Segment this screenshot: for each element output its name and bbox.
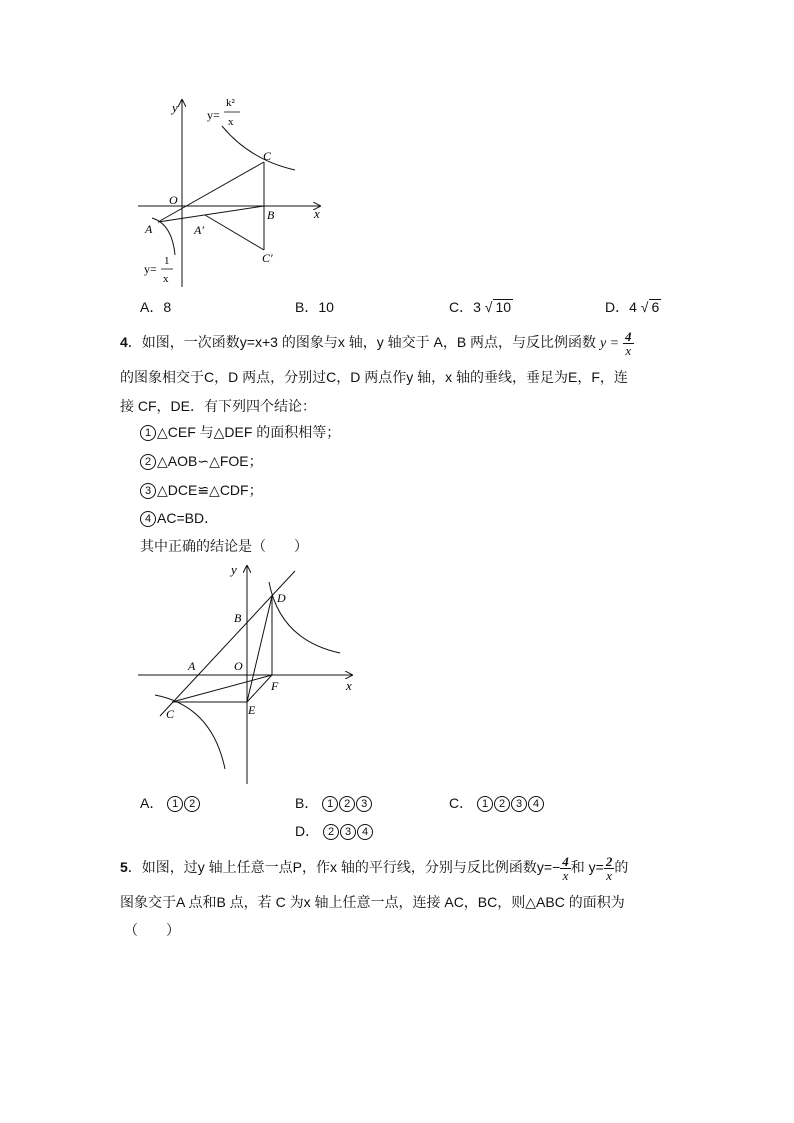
label-C: C <box>166 707 175 721</box>
circled-number: 1 <box>167 796 183 812</box>
curve-top-num: k² <box>226 97 235 109</box>
q4-conclusion-1 <box>140 423 340 441</box>
circled-number: 1 <box>140 425 156 441</box>
option-prefix: D． <box>295 823 320 839</box>
q5-f2-den: x <box>606 868 612 883</box>
q4-conclusion-2 <box>140 452 263 470</box>
segment-CF <box>172 675 272 702</box>
q4-line1-text: ．如图，一次函数y=x+3 的图象与x 轴，y 轴交于 A，B 两点，与反比例函数 <box>127 334 597 351</box>
circled-number: 2 <box>140 454 156 470</box>
conclusion-text: △CEF 与△DEF 的面积相等； <box>157 424 341 440</box>
q4-option-d[interactable] <box>295 821 374 841</box>
q5-line-1 <box>120 855 628 882</box>
q3-option-d[interactable] <box>605 297 661 317</box>
segment-EF <box>247 675 272 702</box>
curve-1-over-x <box>152 218 175 255</box>
segment-AB <box>158 206 264 222</box>
label-A: A <box>145 222 153 236</box>
curve-bottom-prefix: y= <box>144 262 157 276</box>
sqrt-symbol: √ <box>640 299 649 315</box>
label-O: O <box>234 659 243 673</box>
option-prefix: C． <box>449 795 474 811</box>
segment-DE <box>247 596 272 702</box>
q4-func-prefix: y = <box>599 336 620 352</box>
label-E: E <box>248 703 256 717</box>
circled-number: 2 <box>339 796 355 812</box>
y-axis-label: y <box>172 100 178 115</box>
q3-option-b-text: B．10 <box>295 299 334 315</box>
circled-number: 1 <box>477 796 493 812</box>
q4-conclusion-4 <box>140 509 218 527</box>
label-B: B <box>234 611 242 625</box>
q4-func-den: x <box>625 343 632 358</box>
label-O: O <box>169 193 178 207</box>
q4-option-c[interactable] <box>449 793 545 813</box>
q5-line-3: （ ） <box>124 922 180 938</box>
label-C-prime: C′ <box>262 251 273 265</box>
q5-number: 5 <box>120 859 128 876</box>
label-A-prime: A′ <box>194 223 204 237</box>
circled-number: 3 <box>511 796 527 812</box>
x-axis-label: x <box>314 206 320 221</box>
circled-number: 2 <box>184 796 200 812</box>
q4-prompt: 其中正确的结论是（ ） <box>140 538 308 554</box>
q3-option-d-radicand: 6 <box>651 299 660 315</box>
conclusion-text: △DCE≌△CDF； <box>157 482 263 498</box>
circled-number: 2 <box>323 824 339 840</box>
curve-top-prefix: y= <box>207 108 220 122</box>
curve-bottom-num: 1 <box>164 255 170 267</box>
q4-option-a[interactable] <box>140 793 201 813</box>
circled-number: 2 <box>494 796 510 812</box>
q4-func-fraction <box>623 330 634 357</box>
q5-line-2: 图象交于A 点和B 点，若 C 为x 轴上任意一点，连接 AC，BC，则△ABC 的面积为 <box>120 894 625 910</box>
label-B: B <box>267 208 275 222</box>
figure-2-diagram <box>130 558 370 790</box>
q3-option-c[interactable] <box>449 297 513 317</box>
y-axis-label: y <box>231 562 237 577</box>
q5-fraction-1 <box>560 855 571 882</box>
q3-option-d-prefix: D．4 <box>605 299 637 315</box>
conclusion-text: AC=BD． <box>157 510 219 526</box>
q5-line1-c: 的 <box>614 859 629 876</box>
q3-option-a[interactable] <box>140 297 171 317</box>
q4-line-2: 的图象相交于C，D 两点，分别过C，D 两点作y 轴，x 轴的垂线，垂足为E，F，连 <box>120 369 628 385</box>
q3-option-a-text: A．8 <box>140 299 172 315</box>
q5-f1-den: x <box>562 868 569 883</box>
label-A: A <box>188 659 196 673</box>
x-axis-label: x <box>346 678 352 693</box>
q4-line-1 <box>120 330 634 357</box>
sqrt-symbol: √ <box>484 299 493 315</box>
q4-option-b[interactable] <box>295 793 373 813</box>
label-C: C <box>263 149 272 163</box>
circled-number: 3 <box>340 824 356 840</box>
curve-top-den: x <box>228 116 234 128</box>
curve-bottom-den: x <box>163 273 169 285</box>
label-F: F <box>271 679 279 693</box>
circled-number: 4 <box>528 796 544 812</box>
q3-option-c-radicand: 10 <box>495 299 512 315</box>
segment-A-prime-C-prime <box>205 215 264 250</box>
option-prefix: B． <box>295 795 319 811</box>
q5-line1-b: 和 y= <box>570 859 604 876</box>
q4-func-num: 4 <box>625 329 632 344</box>
q5-line1-a: ．如图，过y 轴上任意一点P，作x 轴的平行线，分别与反比例函数y=− <box>127 859 561 876</box>
q4-number: 4 <box>120 334 128 351</box>
curve-k2-over-x <box>222 126 295 170</box>
q5-f1-num: 4 <box>562 854 569 869</box>
option-prefix: A． <box>140 795 164 811</box>
q4-line-3: 接 CF，DE．有下列四个结论： <box>120 398 316 414</box>
q4-conclusion-3 <box>140 481 263 499</box>
q5-fraction-2 <box>604 855 615 882</box>
circled-number: 4 <box>357 824 373 840</box>
q3-option-c-prefix: C．3 <box>449 299 481 315</box>
figure-1-diagram <box>130 92 340 292</box>
q5-f2-num: 2 <box>605 854 613 869</box>
circled-number: 4 <box>140 511 156 527</box>
circled-number: 3 <box>356 796 372 812</box>
segment-AC <box>158 162 264 222</box>
circled-number: 3 <box>140 483 156 499</box>
q3-option-b[interactable] <box>295 297 334 317</box>
line-y-equals-x-plus-3 <box>160 571 295 716</box>
label-D: D <box>277 591 286 605</box>
conclusion-text: △AOB∽△FOE； <box>157 453 263 469</box>
circled-number: 1 <box>322 796 338 812</box>
